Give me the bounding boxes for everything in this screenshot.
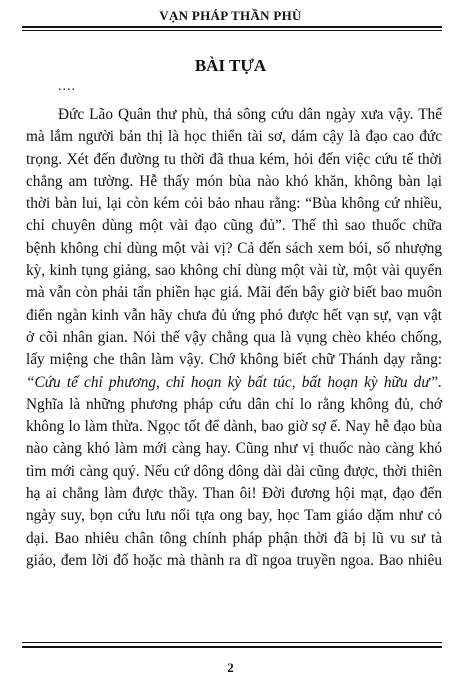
header-rule-thin [22, 30, 442, 31]
text-line: trọng. Xét đến đường tu thời đã thua kém, hỏi đến việc cứu tế thời [26, 150, 442, 168]
footer-rule [22, 646, 442, 648]
running-header: VẠN PHÁP THẦN PHÙ [159, 8, 302, 23]
header-rule [22, 26, 442, 28]
text-line: Nghĩa là những phương pháp cứu dân chỉ lo rằng không đủ, chớ [26, 395, 442, 413]
text-line: bệnh không chỉ dùng một vài vị? Cả đến sách xem bói, số nhượng [26, 239, 442, 257]
text-line: dại. Bao nhiêu chân tông chính pháp phận thời đã bị lũ vu sư tà [26, 529, 442, 547]
text-line: không lo làm thừa. Ngọc tốt để dành, bao giờ sợ ế. Nay hễ đạo bùa [26, 418, 442, 436]
footer-rule-thin [22, 642, 442, 643]
text-line: Đức Lão Quân thư phù, thả sông cứu dân ngày xưa vậy. Thế [58, 106, 442, 123]
text-line: hạ ai chẳng làm được thầy. Than ôi! Đời đương hội mạt, đạo đến [26, 485, 442, 503]
text-line: mà vẫn còn phải tẩn phiền hạc giá. Mãi đến bây giờ biết bao muôn [26, 284, 442, 302]
text-line: ở cõi nhân gian. Nói thế vậy chẳng qua là vụng chèo khéo chống, [26, 328, 442, 346]
text-line: mà lắm người bản thị là học thiển tài sơ, dám cậy là đạo cao đức [26, 128, 442, 146]
text-line: thời bàn lui, lại còn kém cỏi bảo nhau rằng: “Bùa không cứ nhiều, [26, 195, 442, 213]
text-line: chẳng am tường. Hễ thấy món bùa nào khó khăn, không bàn lại [26, 172, 442, 190]
section-title: BÀI TỰA [194, 56, 267, 75]
text-line: nào càng khó làm mới càng hay. Cũng như vị thuốc nào càng khó [26, 440, 442, 458]
text-line: tìm mới càng quý. Nếu cứ dông dông dài dài cũng được, thời thiên [26, 462, 442, 480]
text-line: điển ngàn kinh vẫn hãy chưa đủ ứng phó được hết vạn sự, vạn vật [26, 306, 442, 324]
text-line: kỳ, kinh tụng giảng, sao không chỉ dùng một vài từ, một vài quyển [26, 262, 442, 280]
text-line: giáo, đem lời đố hoặc mà thành ra dĩ ngoa truyền ngoa. Bao nhiêu [26, 551, 442, 569]
text-line: ngày suy, bọn cứu lưu nổi tựa ong bay, học Tam giáo dặm như cỏ [26, 507, 442, 525]
text-line: lấy miệng che thân làm vậy. Chớ không biết chữ Thánh dạy rằng: [26, 351, 442, 369]
title-ornament: .... [58, 79, 76, 94]
body-text [26, 104, 442, 572]
page-number: 2 [227, 660, 234, 675]
text-line: chỉ chuyên dùng một vài đạo cũng đủ”. Thế thì sao thuốc chữa [26, 217, 442, 235]
quoted-line: “Cứu tế chỉ phương, chỉ hoạn kỳ bất túc, bất hoạn kỳ hữu dư”. [26, 373, 442, 391]
